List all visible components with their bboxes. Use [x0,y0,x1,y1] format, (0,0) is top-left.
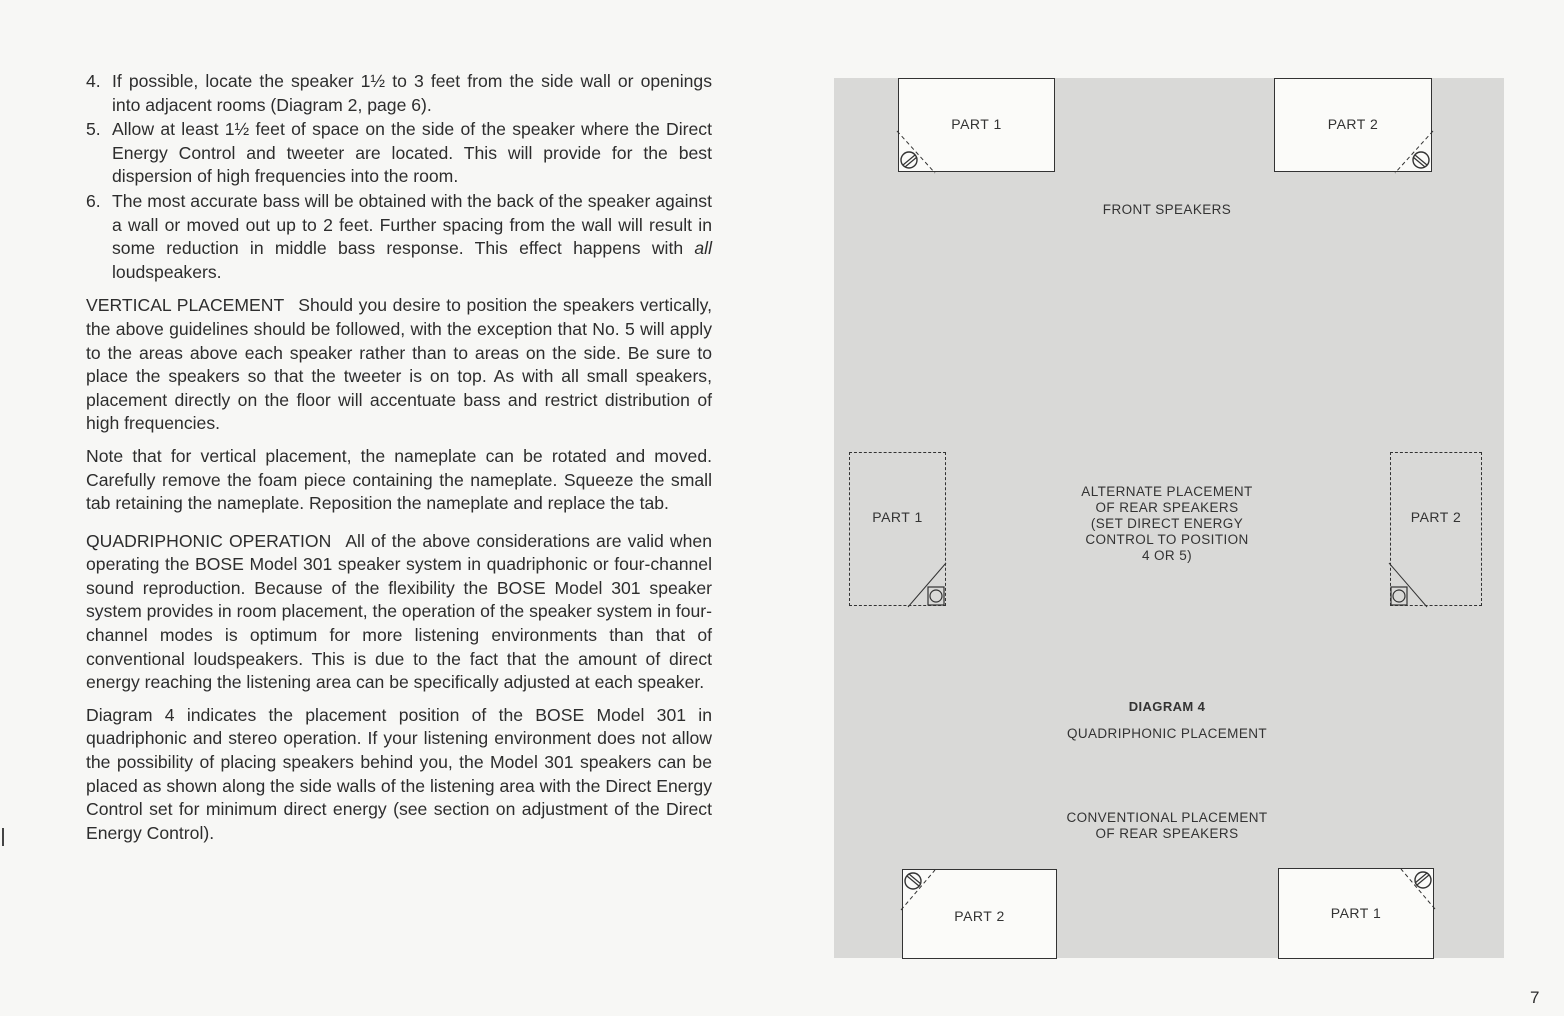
caption-line: ALTERNATE PLACEMENT [1081,484,1253,499]
caption-line: CONTROL TO POSITION [1085,532,1249,547]
caption-line: QUADRIPHONIC PLACEMENT [1066,726,1268,741]
vertical-placement-text: Should you desire to position the speakers vertically, the above guidelines should be followed, with the exception that No. 5 will apply to the areas above each speaker rather than to areas on the side. Be sure to place the speakers so that the tweeter is on top. As with all small speakers, placement directly on the floor will accentuate bass and restrict distribution of high frequencies. [86,295,712,434]
tweeter-icon [900,563,946,607]
list-number: 5. [86,119,101,140]
list-item [86,190,712,284]
rear-left-speaker [902,869,1057,959]
caption-line: OF REAR SPEAKERS [1095,826,1239,841]
tweeter-icon [1389,563,1435,607]
nameplate-note: Note that for vertical placement, the nameplate can be rotated and moved. Carefully remove the foam piece containing the nameplate. Squeeze the small tab retaining the nameplate. Reposition the nameplate and replace the tab. [86,445,712,514]
speaker-label: PART 2 [954,908,1005,924]
list-number: 6. [86,190,101,211]
alternate-placement-caption [1049,484,1285,564]
margin-mark [2,828,4,846]
front-right-speaker [1274,78,1432,172]
diagram-4-panel [834,78,1504,958]
quadriphonic-text: All of the above considerations are valid when operating the BOSE Model 301 speaker system in quadriphonic or four-channel sound reproduction. Because of the flexibility the BOSE Model 301 speaker system provides in room placement, the operation of the speaker system in four-channel modes is optimum for more listening environments than that of conventional loudspeakers. This is due to the fact that the amount of direct energy reaching the listening area can be specifically adjusted at each speaker. [86,530,712,693]
conventional-placement-caption [1034,810,1300,842]
list-text: loudspeakers. [112,261,222,282]
list-text-emphasis: all [694,238,712,259]
list-number: 4. [86,71,101,91]
diagram-title [1064,699,1270,715]
list-text: The most accurate bass will be obtained with the back of the speaker against a wall or moved out up to 2 feet. Further spacing from the wall will result in some reduction in middle bass response. This effect happens with [112,190,712,259]
caption-line: (SET DIRECT ENERGY [1090,516,1244,531]
front-speakers-caption [1064,202,1270,218]
body-text-column [86,70,712,854]
vertical-placement-paragraph [86,294,712,436]
page-number: 7 [1530,988,1540,1007]
list-text: Allow at least 1½ feet of space on the side of the speaker where the Direct Energy Control and tweeter are located. This will provide for the best dispersion of high frequencies into the room. [112,119,712,187]
caption-line: 4 OR 5) [1141,548,1193,563]
tweeter-icon [1389,131,1433,175]
side-left-speaker [849,452,946,606]
speaker-label: PART 1 [1330,905,1382,921]
list-item [86,118,712,189]
speaker-label: PART 1 [872,509,923,525]
tweeter-icon [901,868,945,912]
tweeter-icon [897,131,941,175]
diagram-subtitle [1034,726,1300,742]
caption-line: OF REAR SPEAKERS [1095,500,1239,515]
caption-line: DIAGRAM 4 [1128,699,1206,714]
rear-right-speaker [1278,868,1434,959]
side-right-speaker [1390,452,1482,606]
speaker-label: PART 1 [951,116,1002,132]
vertical-placement-heading: VERTICAL PLACEMENT [86,295,285,316]
quadriphonic-heading: QUADRIPHONIC OPERATION [86,530,332,551]
speaker-label: PART 2 [1410,509,1462,525]
list-text: If possible, locate the speaker 1½ to 3 feet from the side wall or openings into adjacent rooms (Diagram 2, page 6). [112,71,712,115]
caption-line: FRONT SPEAKERS [1102,202,1232,217]
diagram-reference-paragraph: Diagram 4 indicates the placement position of the BOSE Model 301 in quadriphonic and stereo operation. If your listening environment does not allow the possibility of placing speakers behind you, the Model 301 speakers can be placed as shown along the side walls of the listening area with the Direct Energy Control set for minimum direct energy (see section on adjustment of the Direct Energy Control). [86,704,712,843]
tweeter-icon [1391,867,1435,911]
list-item [86,70,712,117]
caption-line: CONVENTIONAL PLACEMENT [1066,810,1268,825]
speaker-label: PART 2 [1327,116,1379,132]
quadriphonic-paragraph [86,530,712,695]
front-left-speaker [898,78,1055,172]
